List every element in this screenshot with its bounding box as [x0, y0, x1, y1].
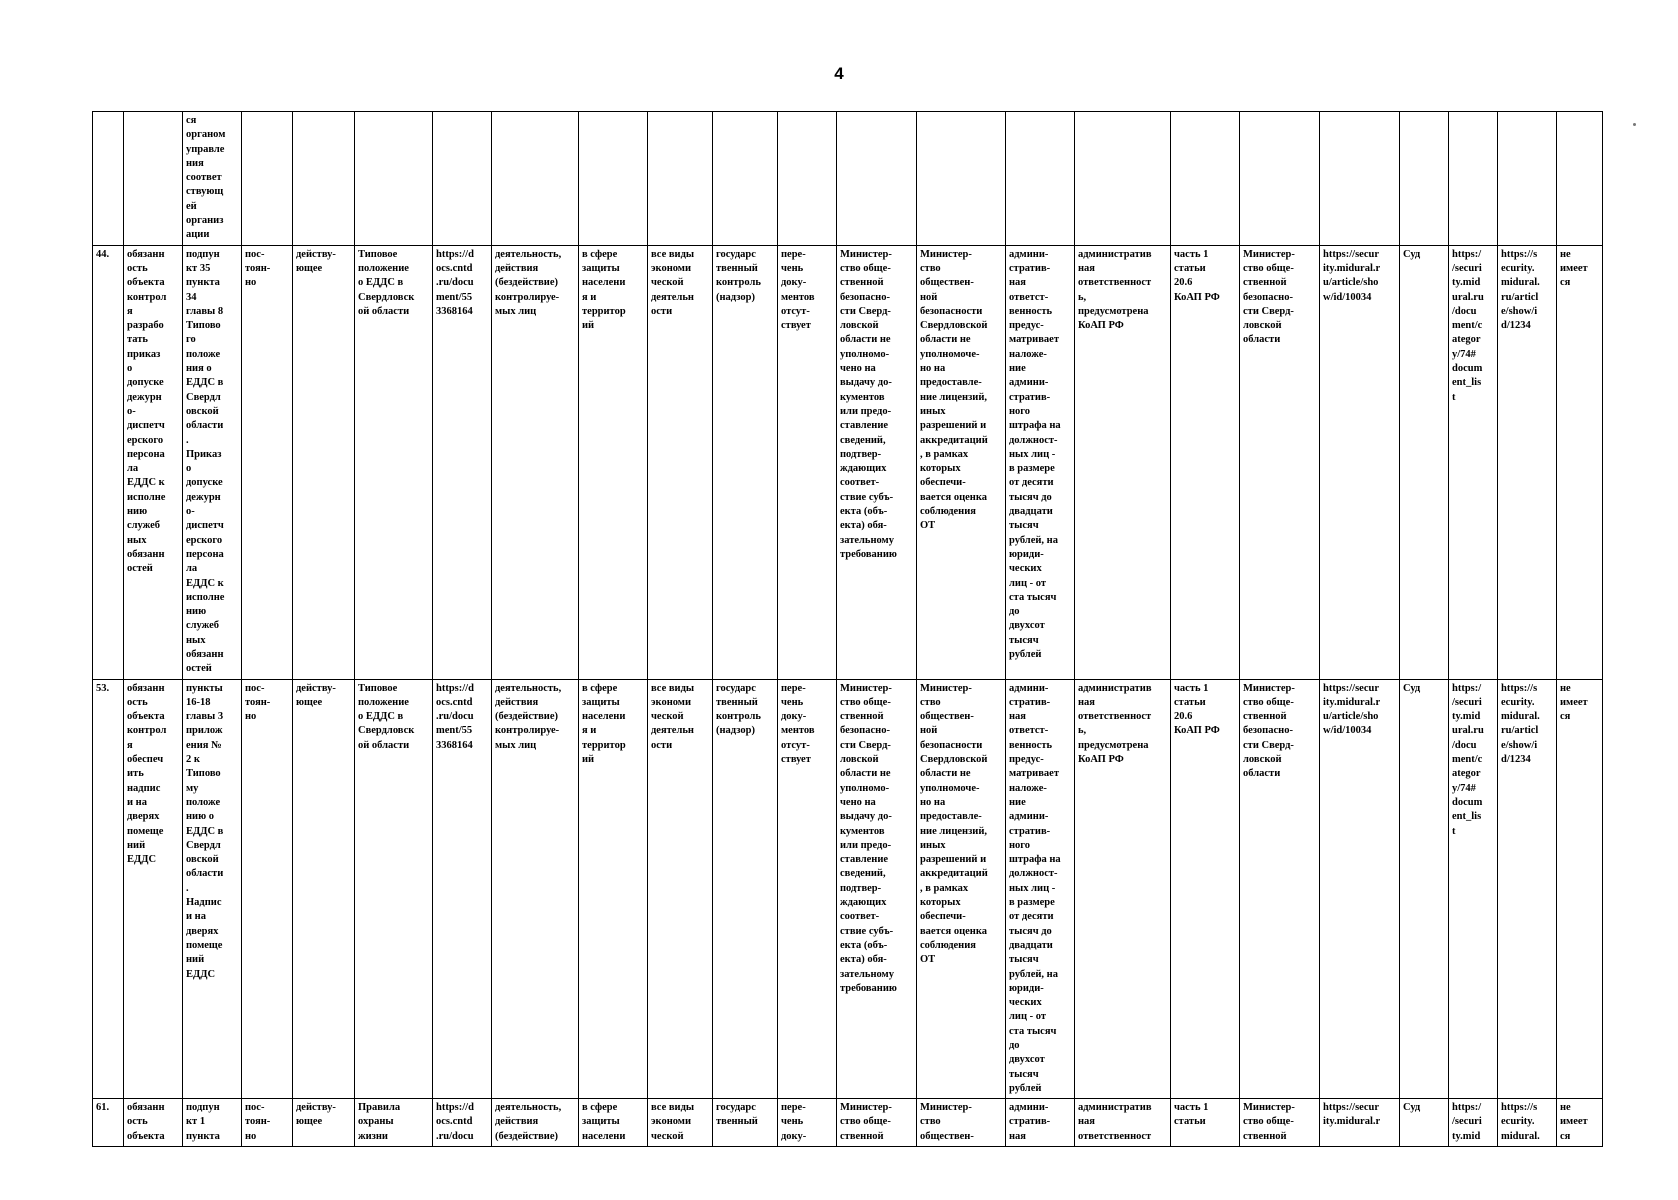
table-cell [433, 112, 492, 246]
table-cell: https://secur ity.midural.r [1320, 1099, 1400, 1147]
table-cell [1498, 112, 1557, 246]
table-cell: ся органом управле ния соответ ствующ ей организ ации [183, 112, 242, 246]
table-cell [1320, 112, 1400, 246]
table-cell: подпун кт 35 пункта 34 главы 8 Типово го положе ния о ЕДДС в Свердл овской области . Приказ о допуске дежурн о- диспетч ерского персона ла ЕДДС к исполне нию служеб ных обязанн остей [183, 245, 242, 679]
table-cell [1400, 112, 1449, 246]
table-cell: не имеет ся [1557, 679, 1603, 1099]
table-cell [242, 112, 293, 246]
table-cell: часть 1 статьи 20.6 КоАП РФ [1171, 245, 1240, 679]
table-cell: 53. [93, 679, 124, 1099]
table-cell: административ ная ответственност ь, предусмотрена КоАП РФ [1075, 679, 1171, 1099]
table-cell: в сфере защиты населени я и территор ий [579, 679, 648, 1099]
table-cell: обязанн ость объекта контрол я обеспеч ить надпис и на дверях помеще ний ЕДДС [124, 679, 183, 1099]
table-row-53 [93, 679, 1603, 1099]
table-cell [1075, 112, 1171, 246]
table-cell: часть 1 статьи [1171, 1099, 1240, 1147]
table-cell: https://d ocs.cntd .ru/docu [433, 1099, 492, 1147]
table-cell: пос- тоян- но [242, 679, 293, 1099]
table-cell: все виды экономи ческой [648, 1099, 713, 1147]
table-cell: пос- тоян- но [242, 1099, 293, 1147]
table-cell: пункты 16-18 главы 3 прилож ения № 2 к Типово му положе нию о ЕДДС в Свердл овской области . Надпис и на дверях помеще ний ЕДДС [183, 679, 242, 1099]
table-cell [124, 112, 183, 246]
table-cell: действу- ющее [293, 679, 355, 1099]
table-cell: пере- чень доку- [778, 1099, 837, 1147]
table-cell: государс твенный контроль (надзор) [713, 679, 778, 1099]
table-cell: обязанн ость объекта контрол я разрабо тать приказ о допуске дежурн о- диспетч ерского персона ла ЕДДС к исполне нию служеб ных обязанн остей [124, 245, 183, 679]
table-cell: Министер- ство обще- ственной [837, 1099, 917, 1147]
table-cell: https://secur ity.midural.r u/article/sho w/id/10034 [1320, 245, 1400, 679]
table-cell: деятельность, действия (бездействие) [492, 1099, 579, 1147]
table-cell: все виды экономи ческой деятельн ости [648, 679, 713, 1099]
table-cell: в сфере защиты населени [579, 1099, 648, 1147]
table-cell: Министер- ство обще- ственной безопасно- сти Сверд- ловской области [1240, 679, 1320, 1099]
table-cell: Министер- ство обществен- ной безопасности Свердловской области не уполномоче- но на предоставле- ние лицензий, иных разрешений и аккредитаций , в рамках которых обеспечи- вается оценка соблюдения ОТ [917, 679, 1006, 1099]
table-cell [1557, 112, 1603, 246]
table-cell: https://s ecurity. midural. [1498, 1099, 1557, 1147]
table-cell [93, 112, 124, 246]
table-cell [648, 112, 713, 246]
table-cell: https://s ecurity. midural. ru/articl e/show/i d/1234 [1498, 679, 1557, 1099]
table-cell: Министер- ство обществен- [917, 1099, 1006, 1147]
table-cell: пере- чень доку- ментов отсут- ствует [778, 679, 837, 1099]
table-cell: не имеет ся [1557, 1099, 1603, 1147]
table-row-continuation [93, 112, 1603, 246]
table-cell [293, 112, 355, 246]
table-cell [713, 112, 778, 246]
table-cell: обязанн ость объекта [124, 1099, 183, 1147]
table-cell: Правила охраны жизни [355, 1099, 433, 1147]
table-cell: https://secur ity.midural.r u/article/sho w/id/10034 [1320, 679, 1400, 1099]
table-cell [837, 112, 917, 246]
table-cell: часть 1 статьи 20.6 КоАП РФ [1171, 679, 1240, 1099]
table-cell: админи- стратив- ная [1006, 1099, 1075, 1147]
table-cell: Министер- ство обще- ственной безопасно- сти Сверд- ловской области [1240, 245, 1320, 679]
table-cell: административ ная ответственност [1075, 1099, 1171, 1147]
table-cell: подпун кт 1 пункта [183, 1099, 242, 1147]
table-cell: Суд [1400, 1099, 1449, 1147]
table-cell [492, 112, 579, 246]
table-cell: 61. [93, 1099, 124, 1147]
requirements-table [92, 111, 1603, 1147]
table-body [93, 112, 1603, 1147]
table-cell [778, 112, 837, 246]
table-cell: https:/ /securi ty.mid [1449, 1099, 1498, 1147]
table-cell: пере- чень доку- ментов отсут- ствует [778, 245, 837, 679]
table-cell: деятельность, действия (бездействие) контролируе- мых лиц [492, 679, 579, 1099]
table-cell [917, 112, 1006, 246]
table-cell [1449, 112, 1498, 246]
table-cell: пос- тоян- но [242, 245, 293, 679]
table-cell: Министер- ство обществен- ной безопасности Свердловской области не уполномоче- но на предоставле- ние лицензий, иных разрешений и аккредитаций , в рамках которых обеспечи- вается оценка соблюдения ОТ [917, 245, 1006, 679]
table-cell: все виды экономи ческой деятельн ости [648, 245, 713, 679]
table-cell: Суд [1400, 679, 1449, 1099]
table-cell: не имеет ся [1557, 245, 1603, 679]
table-cell: https:/ /securi ty.mid ural.ru /docu ment/c ategor y/74# docum ent_lis t [1449, 245, 1498, 679]
table-cell: деятельность, действия (бездействие) контролируе- мых лиц [492, 245, 579, 679]
table-cell: действу- ющее [293, 1099, 355, 1147]
table-cell: админи- стратив- ная ответст- венность предус- матривает наложе- ние админи- стратив- ного штрафа на должност- ных лиц - в размере от десяти тысяч до двадцати тысяч рублей, на юриди- ческих лиц - от ста тысяч до двухсот тысяч рублей [1006, 679, 1075, 1099]
table-cell [1240, 112, 1320, 246]
table-row-61 [93, 1099, 1603, 1147]
table-row-44 [93, 245, 1603, 679]
scan-speck [1633, 123, 1636, 126]
table-cell: https://s ecurity. midural. ru/articl e/show/i d/1234 [1498, 245, 1557, 679]
table-cell [355, 112, 433, 246]
table-cell [1006, 112, 1075, 246]
table-cell: Министер- ство обще- ственной [1240, 1099, 1320, 1147]
table-cell: админи- стратив- ная ответст- венность предус- матривает наложе- ние админи- стратив- ного штрафа на должност- ных лиц - в размере от десяти тысяч до двадцати тысяч рублей, на юриди- ческих лиц - от ста тысяч до двухсот тысяч рублей [1006, 245, 1075, 679]
table-cell: административ ная ответственност ь, предусмотрена КоАП РФ [1075, 245, 1171, 679]
table-cell: действу- ющее [293, 245, 355, 679]
table-cell: Типовое положение о ЕДДС в Свердловск ой области [355, 245, 433, 679]
table-cell: https:/ /securi ty.mid ural.ru /docu ment/c ategor y/74# docum ent_lis t [1449, 679, 1498, 1099]
table-cell: https://d ocs.cntd .ru/docu ment/55 3368164 [433, 679, 492, 1099]
table-cell: государс твенный [713, 1099, 778, 1147]
table-cell [1171, 112, 1240, 246]
table-cell: https://d ocs.cntd .ru/docu ment/55 3368164 [433, 245, 492, 679]
table-cell: Суд [1400, 245, 1449, 679]
table-cell: Министер- ство обще- ственной безопасно- сти Сверд- ловской области не уполномо- чено на выдачу до- кументов или предо- ставление сведений, подтвер- ждающих соответ- ствие субъ- екта (объ- екта) обя- зательному требованию [837, 245, 917, 679]
table-cell: Типовое положение о ЕДДС в Свердловск ой области [355, 679, 433, 1099]
table-cell: Министер- ство обще- ственной безопасно- сти Сверд- ловской области не уполномо- чено на выдачу до- кументов или предо- ставление сведений, подтвер- ждающих соответ- ствие субъ- екта (объ- екта) обя- зательному требованию [837, 679, 917, 1099]
table-cell: 44. [93, 245, 124, 679]
table-cell [579, 112, 648, 246]
table-cell: в сфере защиты населени я и территор ий [579, 245, 648, 679]
page-number: 4 [834, 64, 844, 83]
table-cell: государс твенный контроль (надзор) [713, 245, 778, 679]
